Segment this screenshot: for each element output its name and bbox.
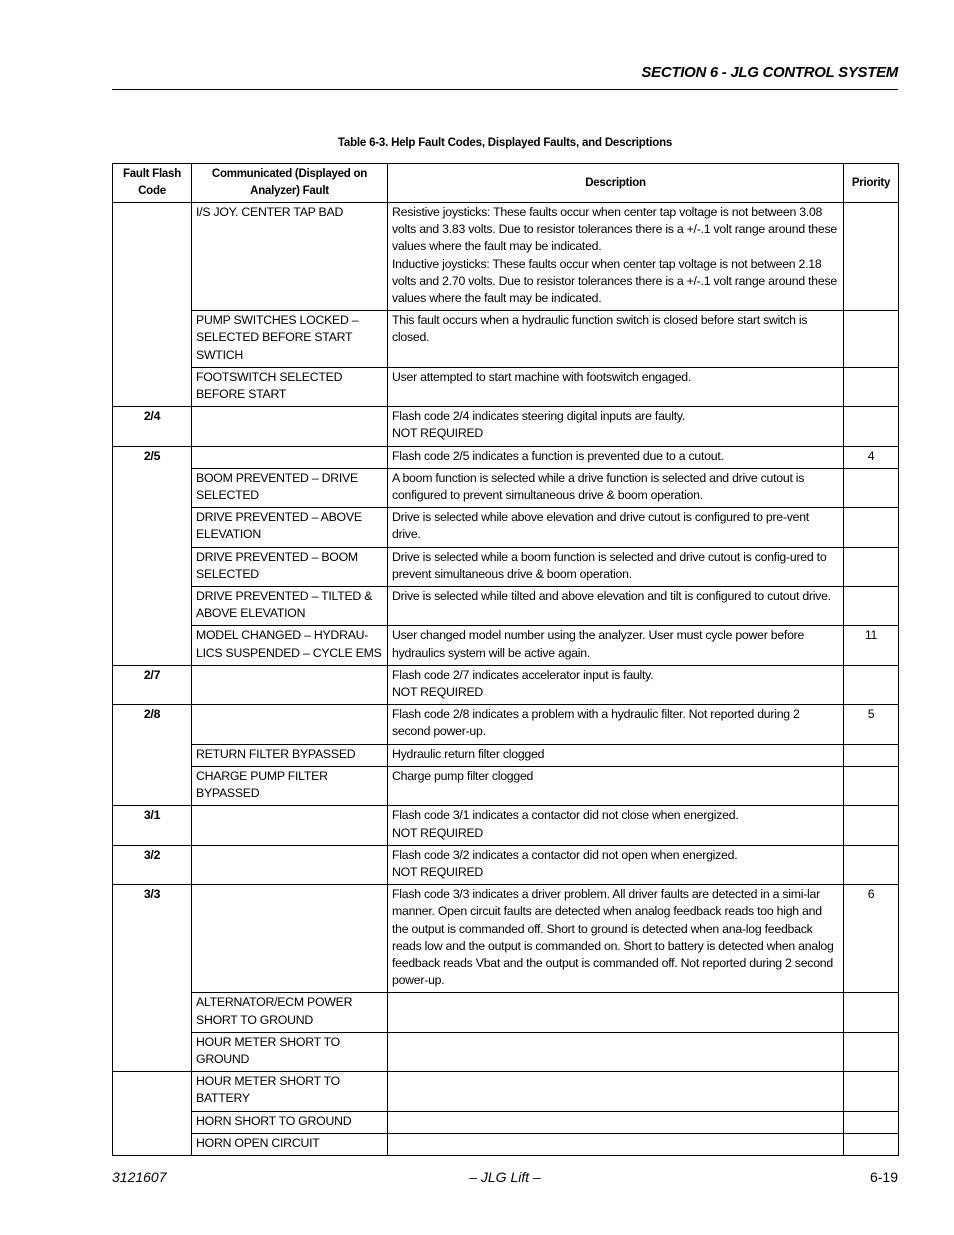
priority-cell: 5: [844, 705, 899, 744]
fault-code-cell: [113, 203, 192, 407]
priority-cell: [844, 508, 899, 547]
priority-cell: [844, 587, 899, 626]
table-row: [113, 845, 899, 884]
priority-cell: 4: [844, 446, 899, 468]
fault-cell: [192, 665, 388, 704]
priority-cell: [844, 367, 899, 406]
description-line: Drive is selected while above elevation and drive cutout is configured to pre-vent drive.: [392, 510, 809, 542]
fault-cell: HOUR METER SHORT TO GROUND: [192, 1032, 388, 1071]
table-body: [113, 203, 899, 1156]
fault-cell: [192, 705, 388, 744]
description-cell: [388, 468, 844, 507]
column-header-fault-flash-code: Fault Flash Code: [113, 164, 192, 203]
priority-cell: [844, 1133, 899, 1155]
table-header-row: [113, 164, 899, 203]
description-line: Hydraulic return filter clogged: [392, 746, 545, 761]
page-footer: [112, 1169, 898, 1189]
priority-cell: [844, 407, 899, 446]
fault-cell: CHARGE PUMP FILTER BYPASSED: [192, 766, 388, 805]
table-row: [113, 1032, 899, 1071]
fault-cell: [192, 845, 388, 884]
priority-cell: [844, 845, 899, 884]
priority-cell: 11: [844, 626, 899, 665]
table-row: [113, 367, 899, 406]
description-line: Flash code 2/5 indicates a function is prevented due to a cutout.: [392, 448, 724, 463]
table-row: [113, 993, 899, 1032]
fault-code-cell: 2/4: [113, 407, 192, 446]
description-line: Inductive joysticks: These faults occur when center tap voltage is not between 2.18 volts and 2.70 volts. Due to resistor tolerances there is a +/-.1 volt range around these values where the fault may be indicated.: [392, 256, 837, 306]
priority-cell: [844, 665, 899, 704]
fault-code-cell: 3/1: [113, 806, 192, 845]
priority-cell: [844, 547, 899, 586]
table-title: Table 6-3. Help Fault Codes, Displayed Faults, and Descriptions: [337, 137, 673, 149]
priority-cell: [844, 993, 899, 1032]
description-cell: [388, 1032, 844, 1071]
table-row: [113, 547, 899, 586]
priority-cell: [844, 311, 899, 368]
description-cell: [388, 885, 844, 993]
header-rule: [112, 89, 898, 90]
description-line: Flash code 2/7 indicates accelerator input is faulty.: [392, 667, 654, 682]
fault-code-cell: 2/5: [113, 446, 192, 665]
description-line: User changed model number using the analyzer. User must cycle power before hydraulics system will be active again.: [392, 628, 805, 660]
priority-cell: [844, 468, 899, 507]
table-row: [113, 508, 899, 547]
table-row: [113, 885, 899, 993]
fault-cell: [192, 446, 388, 468]
description-cell: [388, 626, 844, 665]
table-row: [113, 1072, 899, 1111]
description-line: This fault occurs when a hydraulic function switch is closed before start switch is closed.: [392, 313, 808, 345]
description-cell: [388, 367, 844, 406]
fault-cell: DRIVE PREVENTED – TILTED & ABOVE ELEVATION: [192, 587, 388, 626]
table-row: [113, 1111, 899, 1133]
description-line: Drive is selected while a boom function is selected and drive cutout is config-ured to prevent simultaneous drive & boom operation.: [392, 549, 827, 581]
description-cell: [388, 744, 844, 766]
fault-cell: I/S JOY. CENTER TAP BAD: [192, 203, 388, 311]
column-header-communicated-fault: Communicated (Displayed on Analyzer) Fault: [192, 164, 388, 203]
fault-cell: PUMP SWITCHES LOCKED – SELECTED BEFORE START SWTICH: [192, 311, 388, 368]
description-line: Flash code 2/8 indicates a problem with a hydraulic filter. Not reported during 2 second power-up.: [392, 707, 800, 739]
description-cell: [388, 1133, 844, 1155]
description-line: A boom function is selected while a drive function is selected and drive cutout is configured to prevent simultaneous drive & boom operation.: [392, 470, 805, 503]
description-cell: [388, 446, 844, 468]
description-cell: [388, 806, 844, 845]
description-line: NOT REQUIRED: [392, 864, 484, 879]
column-header-description: Description: [388, 164, 844, 203]
table-row: [113, 1133, 899, 1155]
fault-cell: [192, 407, 388, 446]
description-cell: [388, 665, 844, 704]
fault-cell: FOOTSWITCH SELECTED BEFORE START: [192, 367, 388, 406]
fault-cell: HORN SHORT TO GROUND: [192, 1111, 388, 1133]
description-line: Flash code 3/3 indicates a driver problem. All driver faults are detected in a simi-lar manner. Open circuit faults are detected when analog feedback reads too high and the output is commanded off. Short to ground is detected when ana-log feedback reads low and the output is commanded on. Short to battery is detected when analog feedback reads Vbat and the output is commanded off. Not reported during 2 second power-up.: [392, 887, 834, 988]
table-row: [113, 468, 899, 507]
table-row: [113, 806, 899, 845]
description-line: Resistive joysticks: These faults occur when center tap voltage is not between 3.08 volts and 3.83 volts. Due to resistor tolerances there is a +/-.1 volt range around these values where the fault may be indicated.: [392, 205, 837, 254]
table-row: [113, 203, 899, 311]
table-row: [113, 626, 899, 665]
fault-code-cell: 2/8: [113, 705, 192, 806]
description-cell: [388, 587, 844, 626]
table-row: [113, 766, 899, 805]
description-cell: [388, 993, 844, 1032]
description-cell: [388, 203, 844, 311]
description-cell: [388, 508, 844, 547]
priority-cell: [844, 744, 899, 766]
fault-cell: DRIVE PREVENTED – ABOVE ELEVATION: [192, 508, 388, 547]
priority-cell: [844, 766, 899, 805]
description-cell: [388, 311, 844, 368]
footer-brand: – JLG Lift –: [469, 1169, 541, 1185]
fault-cell: [192, 806, 388, 845]
description-cell: [388, 705, 844, 744]
fault-cell: ALTERNATOR/ECM POWER SHORT TO GROUND: [192, 993, 388, 1032]
fault-code-cell: 2/7: [113, 665, 192, 704]
description-cell: [388, 407, 844, 446]
column-header-priority: Priority: [844, 164, 899, 203]
description-line: User attempted to start machine with footswitch engaged.: [392, 369, 692, 384]
fault-code-cell: 3/2: [113, 845, 192, 884]
priority-cell: 6: [844, 885, 899, 993]
description-line: Flash code 2/4 indicates steering digital inputs are faulty.: [392, 409, 686, 424]
fault-code-cell: 3/3: [113, 885, 192, 1072]
priority-cell: [844, 203, 899, 311]
section-title: SECTION 6 - JLG CONTROL SYSTEM: [641, 64, 898, 81]
fault-cell: [192, 885, 388, 993]
description-line: NOT REQUIRED: [392, 825, 484, 840]
fault-cell: DRIVE PREVENTED – BOOM SELECTED: [192, 547, 388, 586]
description-cell: [388, 1111, 844, 1133]
document-number: 3121607: [112, 1169, 167, 1185]
priority-cell: [844, 806, 899, 845]
priority-cell: [844, 1032, 899, 1071]
fault-cell: BOOM PREVENTED – DRIVE SELECTED: [192, 468, 388, 507]
fault-code-cell: [113, 1072, 192, 1156]
page-number: 6-19: [869, 1169, 898, 1185]
table-row: [113, 744, 899, 766]
fault-cell: HORN OPEN CIRCUIT: [192, 1133, 388, 1155]
description-line: Drive is selected while tilted and above elevation and tilt is configured to cutout drive.: [392, 589, 831, 604]
description-line: NOT REQUIRED: [392, 685, 484, 700]
fault-cell: HOUR METER SHORT TO BATTERY: [192, 1072, 388, 1111]
description-cell: [388, 547, 844, 586]
description-cell: [388, 766, 844, 805]
fault-codes-table: [112, 163, 899, 1156]
fault-cell: MODEL CHANGED – HYDRAU-LICS SUSPENDED – CYCLE EMS: [192, 626, 388, 665]
description-line: NOT REQUIRED: [392, 426, 484, 441]
description-cell: [388, 845, 844, 884]
table-row: [113, 407, 899, 446]
description-line: Flash code 3/2 indicates a contactor did not open when energized.: [392, 847, 738, 862]
table-row: [113, 311, 899, 368]
priority-cell: [844, 1111, 899, 1133]
description-cell: [388, 1072, 844, 1111]
description-line: Charge pump filter clogged: [392, 768, 534, 783]
table-row: [113, 587, 899, 626]
table-row: [113, 665, 899, 704]
priority-cell: [844, 1072, 899, 1111]
fault-cell: RETURN FILTER BYPASSED: [192, 744, 388, 766]
description-line: Flash code 3/1 indicates a contactor did not close when energized.: [392, 808, 739, 823]
table-row: [113, 705, 899, 744]
table-row: [113, 446, 899, 468]
